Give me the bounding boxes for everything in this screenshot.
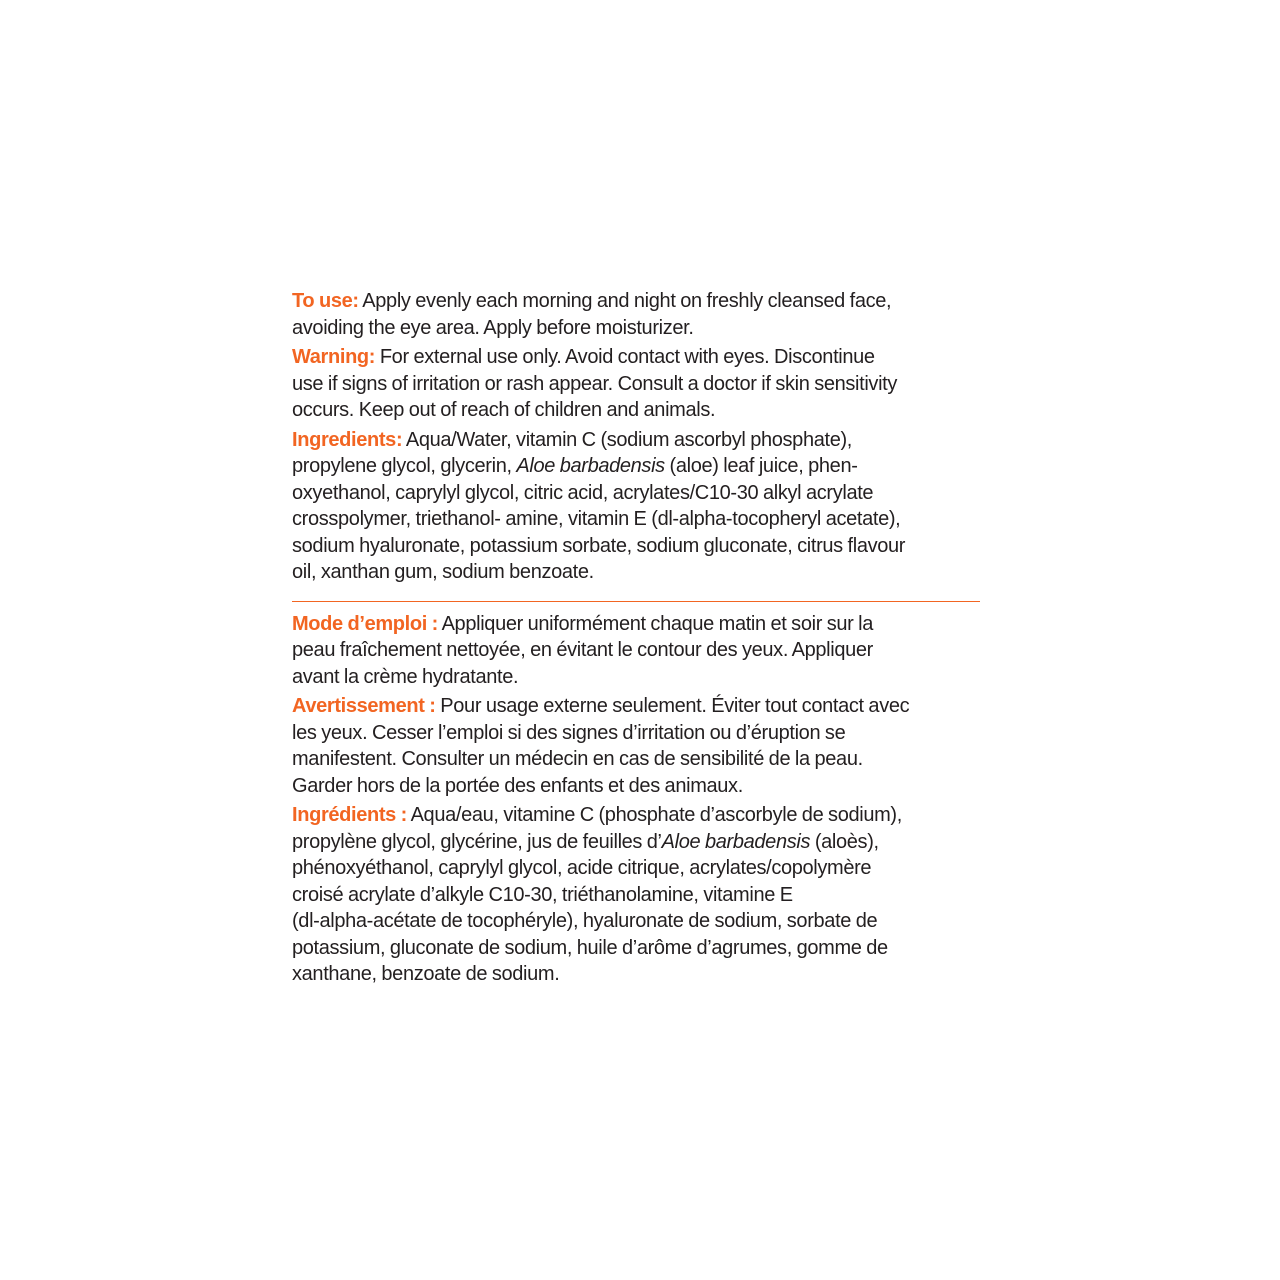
ingredients-fr-text: (aloès), [810, 830, 879, 853]
avertissement-text: Pour usage externe seulement. Éviter tout contact avec [435, 695, 910, 717]
warning-text: For external use only. Avoid contact with eyes. Discontinue [375, 346, 875, 368]
mode-emploi-text: Appliquer uniformément chaque matin et soir sur la [437, 612, 874, 635]
product-label-panel [292, 288, 982, 991]
warning-text: use if signs of irritation or rash appear. Consult a doctor if skin sensitivity [292, 372, 898, 395]
language-divider [292, 601, 980, 602]
to-use-paragraph [292, 288, 982, 341]
avertissement-paragraph [292, 693, 982, 799]
ingredients-text: oxyethanol, caprylyl glycol, citric acid, acrylates/C10-30 alkyl acrylate [292, 481, 874, 504]
ingredients-fr-botanical-name: Aloe barbadensis [661, 830, 811, 853]
ingredients-heading: Ingredients: [292, 428, 403, 451]
ingredients-fr-text: propylène glycol, glycérine, jus de feuilles d’ [292, 830, 662, 853]
warning-paragraph [292, 344, 982, 424]
ingredients-text: Aqua/Water, vitamin C (sodium ascorbyl phosphate), [402, 428, 853, 451]
mode-emploi-heading: Mode d’emploi : [292, 612, 438, 635]
to-use-text: Apply evenly each morning and night on freshly cleansed face, [358, 290, 892, 312]
ingredients-text: crosspolymer, triethanol- amine, vitamin E (dl-alpha-tocopheryl acetate), [292, 508, 901, 530]
ingredients-botanical-name: Aloe barbadensis [516, 455, 665, 477]
mode-emploi-text: peau fraîchement nettoyée, en évitant le contour des yeux. Appliquer [292, 639, 873, 661]
to-use-heading: To use: [292, 290, 359, 312]
ingredients-fr-heading: Ingrédients : [292, 804, 407, 826]
ingredients-fr-text: Aqua/eau, vitamine C (phosphate d’ascorbyle de sodium), [406, 804, 902, 826]
ingredients-fr-text: phénoxyéthanol, caprylyl glycol, acide citrique, acrylates/copolymère [292, 857, 872, 879]
mode-emploi-paragraph [292, 611, 982, 691]
ingredients-fr-text: xanthane, benzoate de sodium. [292, 963, 560, 985]
warning-heading: Warning: [292, 346, 376, 368]
avertissement-text: Garder hors de la portée des enfants et des animaux. [292, 774, 743, 797]
ingredients-fr-text: (dl-alpha-acétate de tocophéryle), hyaluronate de sodium, sorbate de [292, 910, 878, 932]
to-use-text: avoiding the eye area. Apply before moisturizer. [292, 316, 694, 339]
ingredients-fr-paragraph [292, 802, 982, 988]
avertissement-heading: Avertissement : [292, 695, 436, 717]
ingredients-fr-text: potassium, gluconate de sodium, huile d’arôme d’agrumes, gomme de [292, 936, 888, 959]
avertissement-text: les yeux. Cesser l’emploi si des signes d’irritation ou d’éruption se [292, 721, 846, 744]
ingredients-text: propylene glycol, glycerin, [292, 455, 517, 477]
ingredients-text: sodium hyaluronate, potassium sorbate, sodium gluconate, citrus flavour [292, 534, 906, 557]
ingredients-text: (aloe) leaf juice, phen- [664, 455, 858, 477]
ingredients-text: oil, xanthan gum, sodium benzoate. [292, 561, 594, 583]
ingredients-fr-text: croisé acrylate d’alkyle C10-30, triéthanolamine, vitamine E [292, 883, 793, 906]
mode-emploi-text: avant la crème hydratante. [292, 665, 519, 688]
ingredients-paragraph [292, 427, 982, 586]
avertissement-text: manifestent. Consulter un médecin en cas de sensibilité de la peau. [292, 748, 863, 770]
warning-text: occurs. Keep out of reach of children and animals. [292, 399, 716, 421]
